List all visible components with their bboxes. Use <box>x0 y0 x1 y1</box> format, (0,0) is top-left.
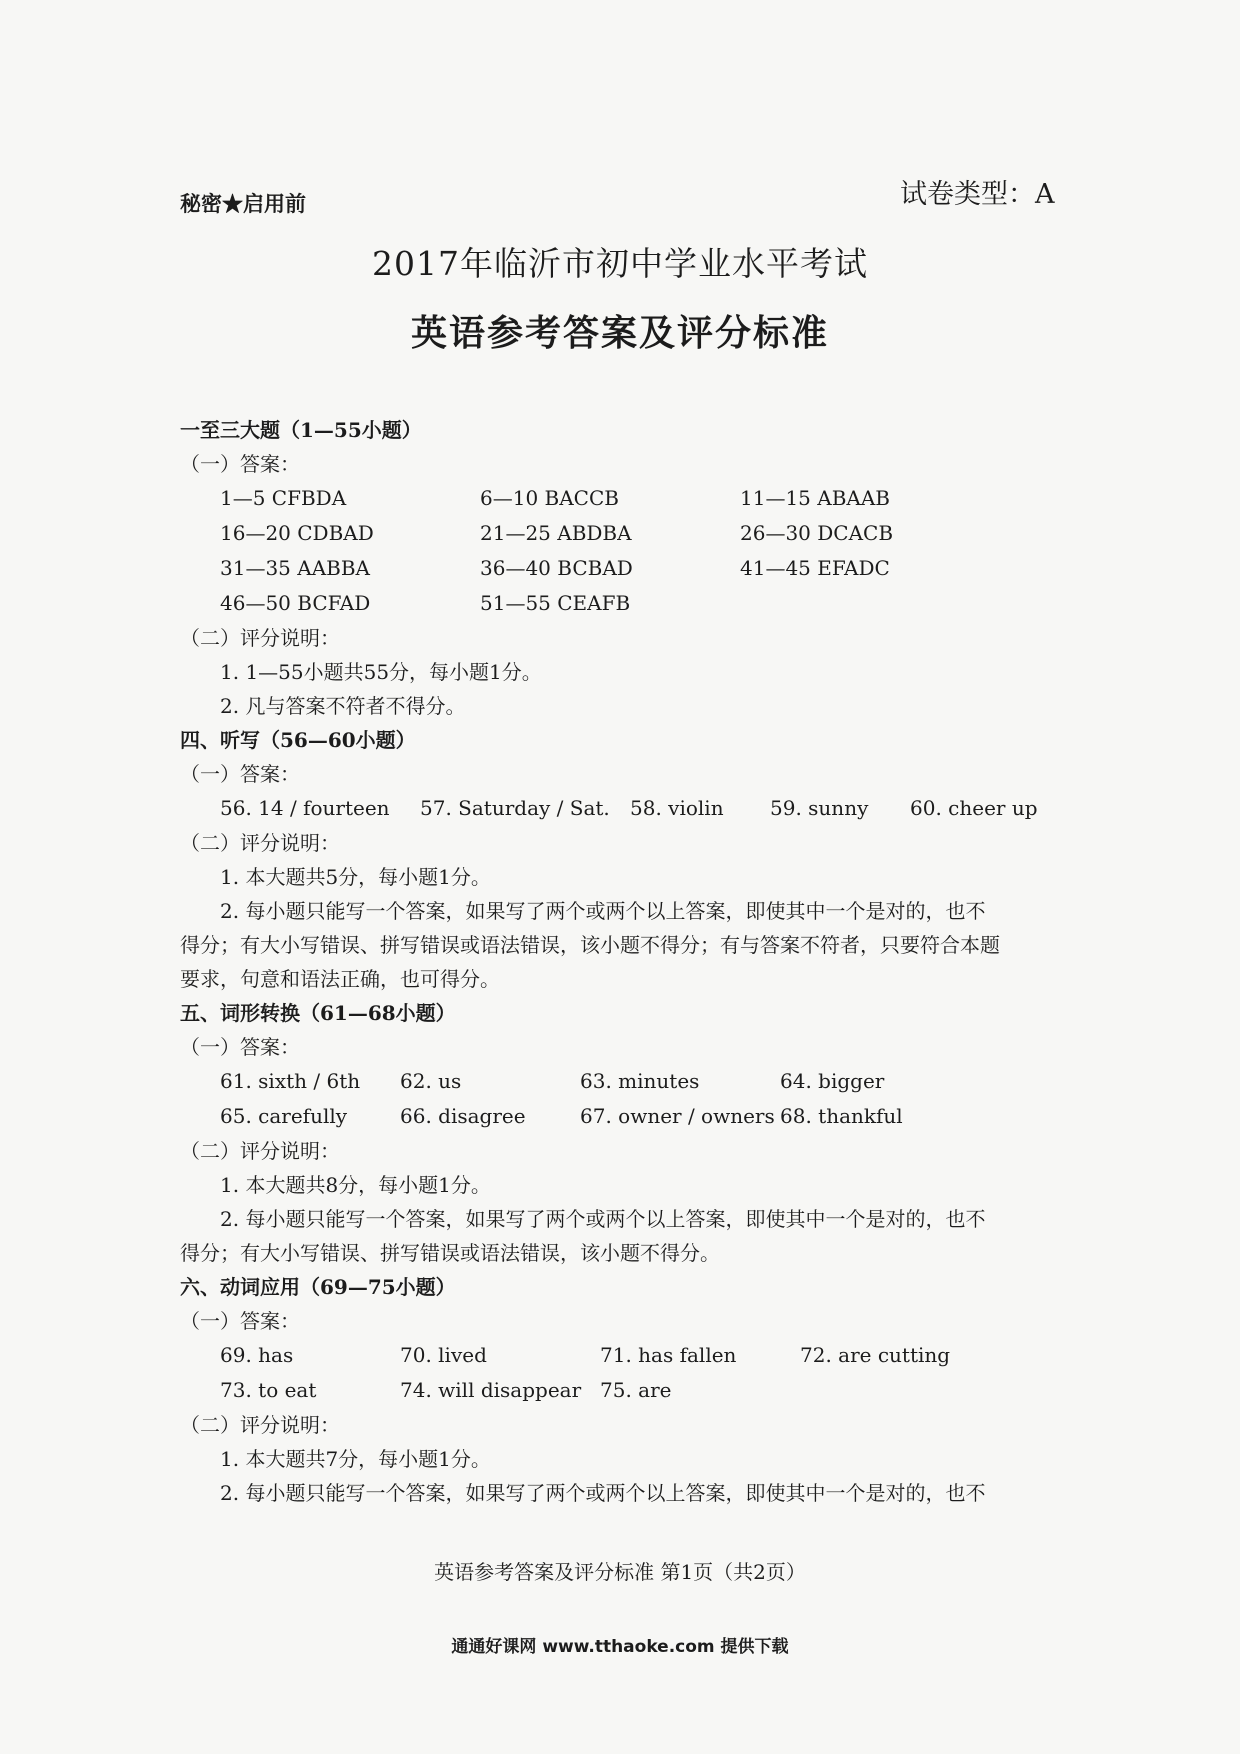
notes-label: （二）评分说明： <box>180 831 340 855</box>
answer-item: 71. has fallen <box>600 1343 737 1367</box>
answer-row <box>180 791 1080 826</box>
answer-item: 6—10 BACCB <box>480 486 619 510</box>
answer-item: 26—30 DCACB <box>740 521 894 545</box>
answer-item: 11—15 ABAAB <box>740 486 890 510</box>
paper-type: 试卷类型：A <box>900 179 1055 210</box>
notes-label: （二）评分说明： <box>180 626 340 650</box>
answer-item: 72. are cutting <box>800 1343 951 1367</box>
scoring-note: 1. 1—55小题共55分，每小题1分。 <box>220 660 542 684</box>
answer-row <box>180 481 1080 516</box>
scoring-note: 1. 本大题共7分，每小题1分。 <box>220 1447 491 1471</box>
answers-label: （一）答案： <box>180 1035 300 1059</box>
answer-item: 74. will disappear <box>400 1378 582 1402</box>
answer-row <box>180 516 1080 551</box>
scoring-note-continued: 要求，句意和语法正确，也可得分。 <box>180 967 500 991</box>
answer-item: 61. sixth / 6th <box>220 1069 361 1093</box>
scoring-note-continued: 得分；有大小写错误、拼写错误或语法错误，该小题不得分；有与答案不符者，只要符合本题 <box>180 933 1000 957</box>
answer-item: 62. us <box>400 1069 462 1093</box>
answers-label: （一）答案： <box>180 762 300 786</box>
download-watermark: 通通好课网 www.tthaoke.com 提供下载 <box>451 1637 789 1657</box>
answer-item: 60. cheer up <box>910 796 1038 820</box>
answer-item: 66. disagree <box>400 1104 526 1128</box>
answer-item: 31—35 AABBA <box>220 556 370 580</box>
confidential-mark: 秘密★启用前 <box>180 191 306 216</box>
section-title: 四、听写（56—60小题） <box>180 728 416 752</box>
answer-item: 70. lived <box>400 1343 487 1367</box>
answer-item: 16—20 CDBAD <box>220 521 374 545</box>
answer-item: 67. owner / owners <box>580 1104 775 1128</box>
document-title: 英语参考答案及评分标准 <box>410 312 829 354</box>
answer-row <box>180 1099 1080 1134</box>
section-title: 六、动词应用（69—75小题） <box>180 1275 456 1299</box>
notes-label: （二）评分说明： <box>180 1139 340 1163</box>
exam-title: 2017年临沂市初中学业水平考试 <box>372 244 868 283</box>
answer-item: 56. 14 / fourteen <box>220 796 390 820</box>
scoring-note: 1. 本大题共8分，每小题1分。 <box>220 1173 491 1197</box>
answer-item: 64. bigger <box>780 1069 885 1093</box>
answer-item: 63. minutes <box>580 1069 700 1093</box>
scoring-note: 2. 每小题只能写一个答案，如果写了两个或两个以上答案，即使其中一个是对的，也不 <box>220 899 986 923</box>
answer-item: 51—55 CEAFB <box>480 591 631 615</box>
answers-label: （一）答案： <box>180 452 300 476</box>
answer-row <box>180 1338 1080 1373</box>
section-title: 五、词形转换（61—68小题） <box>180 1001 456 1025</box>
answer-item: 65. carefully <box>220 1104 348 1128</box>
scoring-note: 2. 每小题只能写一个答案，如果写了两个或两个以上答案，即使其中一个是对的，也不 <box>220 1207 986 1231</box>
answer-row <box>180 1064 1080 1099</box>
answer-item: 41—45 EFADC <box>740 556 890 580</box>
answer-item: 73. to eat <box>220 1378 317 1402</box>
answer-item: 69. has <box>220 1343 294 1367</box>
answer-item: 59. sunny <box>770 796 869 820</box>
page-footer: 英语参考答案及评分标准 第1页（共2页） <box>434 1560 806 1584</box>
answer-item: 58. violin <box>630 796 724 820</box>
answer-item: 57. Saturday / Sat. <box>420 796 610 820</box>
answer-row <box>180 586 1080 621</box>
answer-item: 36—40 BCBAD <box>480 556 633 580</box>
answers-label: （一）答案： <box>180 1309 300 1333</box>
answer-content <box>180 413 1080 1510</box>
answer-row <box>180 551 1080 586</box>
section-title: 一至三大题（1—55小题） <box>180 418 422 442</box>
answer-item: 46—50 BCFAD <box>220 591 371 615</box>
answer-item: 21—25 ABDBA <box>480 521 632 545</box>
answer-row <box>180 1373 1080 1408</box>
scoring-note-continued: 得分；有大小写错误、拼写错误或语法错误，该小题不得分。 <box>180 1241 720 1265</box>
answer-item: 1—5 CFBDA <box>220 486 347 510</box>
scoring-note: 2. 凡与答案不符者不得分。 <box>220 694 466 718</box>
answer-item: 75. are <box>600 1378 672 1402</box>
notes-label: （二）评分说明： <box>180 1413 340 1437</box>
scoring-note: 1. 本大题共5分，每小题1分。 <box>220 865 491 889</box>
scoring-note: 2. 每小题只能写一个答案，如果写了两个或两个以上答案，即使其中一个是对的，也不 <box>220 1481 986 1505</box>
answer-item: 68. thankful <box>780 1104 903 1128</box>
